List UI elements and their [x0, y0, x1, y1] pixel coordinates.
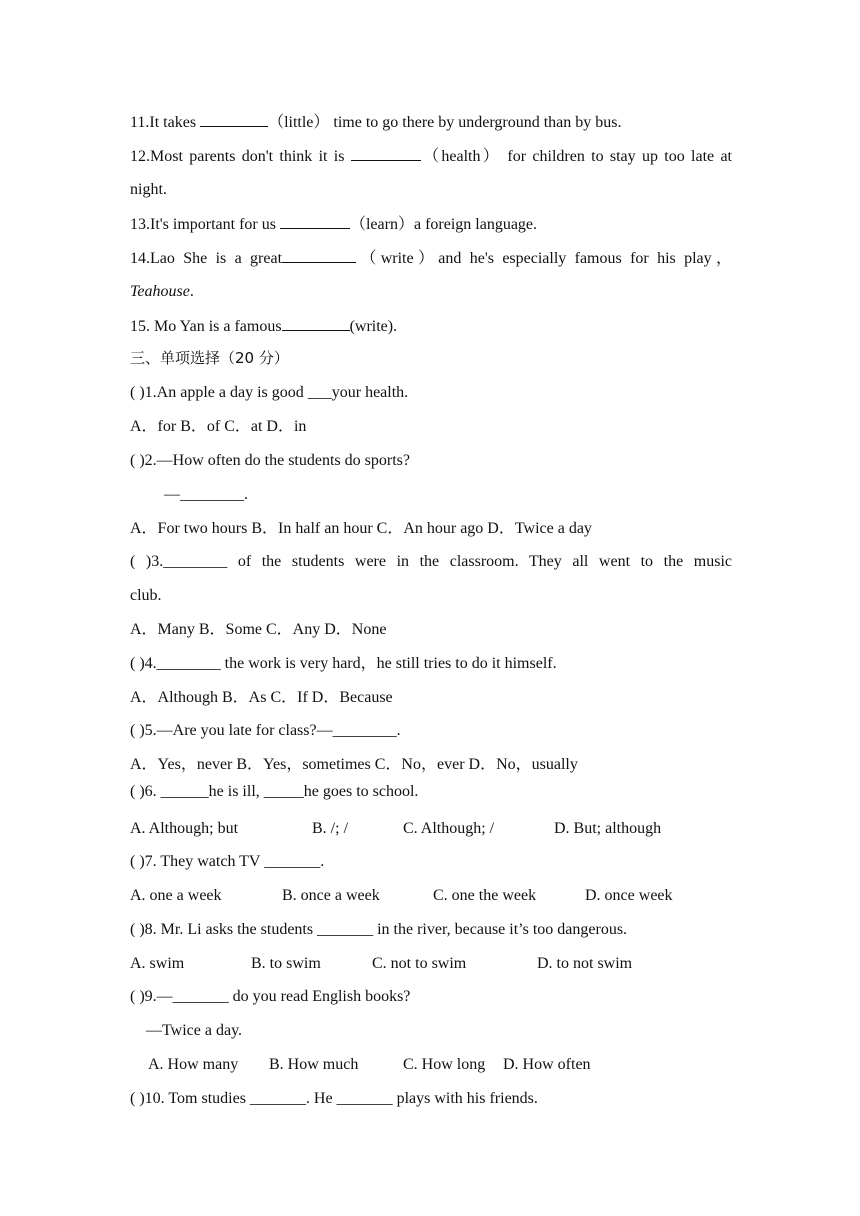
question-15	[130, 316, 397, 337]
mc-option-9d[interactable]: D. How often	[503, 1056, 591, 1073]
mc-option-6b[interactable]: B. /; /	[312, 820, 349, 837]
mc-question-6: ( )6. ______he is ill, _____he goes to school.	[130, 783, 419, 800]
answer-blank[interactable]	[200, 112, 268, 127]
answer-blank[interactable]	[280, 214, 350, 229]
question-text: （learn）a foreign language.	[349, 216, 538, 233]
mc-option-6d[interactable]: D. But; although	[554, 820, 662, 837]
mc-question-3-cont: club.	[130, 587, 162, 604]
question-14	[130, 248, 732, 269]
question-text: (write).	[349, 318, 398, 335]
question-11	[130, 112, 622, 133]
mc-option-7a[interactable]: A. one a week	[130, 887, 222, 904]
question-12	[130, 146, 732, 167]
play-title: Teahouse	[130, 283, 190, 300]
mc-options-4[interactable]: A．Although B．As C．If D．Because	[130, 689, 393, 706]
question-text: （little） time to go there by underground than by bus.	[268, 114, 622, 131]
answer-blank[interactable]	[282, 248, 356, 263]
mc-options-3[interactable]: A．Many B．Some C．Any D．None	[130, 621, 387, 638]
mc-question-9: ( )9.—_______ do you read English books?	[130, 988, 411, 1005]
mc-question-7: ( )7. They watch TV _______.	[130, 853, 325, 870]
mc-option-6c[interactable]: C. Although; /	[403, 820, 495, 837]
question-text: 12.Most parents don't think it is	[130, 148, 351, 165]
mc-option-7b[interactable]: B. once a week	[282, 887, 380, 904]
mc-question-5: ( )5.—Are you late for class?—________.	[130, 722, 401, 739]
question-text: 11.It takes	[130, 114, 201, 131]
mc-option-7c[interactable]: C. one the week	[433, 887, 537, 904]
question-text: .	[189, 283, 194, 300]
mc-option-8b[interactable]: B. to swim	[251, 955, 321, 972]
answer-blank[interactable]	[282, 316, 350, 331]
question-text: 13.It's important for us	[130, 216, 280, 233]
mc-answer-line-9: —Twice a day.	[146, 1022, 243, 1039]
mc-question-3: ( )3.________ of the students were in the classroom. They all went to the music	[130, 553, 732, 570]
mc-option-9c[interactable]: C. How long	[403, 1056, 486, 1073]
question-14-cont	[130, 282, 194, 302]
mc-question-4: ( )4.________ the work is very hard，he still tries to do it himself.	[130, 655, 557, 672]
mc-option-9a[interactable]: A. How many	[148, 1056, 239, 1073]
mc-answer-line-2: —________.	[164, 486, 248, 503]
question-text: （write）and he's especially famous for his play，	[356, 250, 733, 267]
mc-question-1: ( )1.An apple a day is good ___your health.	[130, 384, 409, 401]
question-text: （health） for children to stay up too late at	[420, 148, 732, 165]
mc-option-8d[interactable]: D. to not swim	[537, 955, 633, 972]
mc-options-5[interactable]: A．Yes，never B．Yes，sometimes C．No，ever D．No，usually	[130, 756, 578, 773]
mc-question-10: ( )10. Tom studies _______. He _______ plays with his friends.	[130, 1090, 538, 1107]
mc-question-2: ( )2.—How often do the students do sports?	[130, 452, 410, 469]
question-12-cont: night.	[130, 181, 167, 198]
question-13	[130, 214, 537, 235]
answer-blank[interactable]	[351, 146, 421, 161]
mc-question-8: ( )8. Mr. Li asks the students _______ in the river, because it’s too dangerous.	[130, 921, 628, 938]
mc-option-6a[interactable]: A. Although; but	[130, 820, 239, 837]
mc-options-2[interactable]: A．For two hours B．In half an hour C．An hour ago D．Twice a day	[130, 520, 592, 537]
question-text: 15. Mo Yan is a famous	[130, 318, 282, 335]
mc-option-9b[interactable]: B. How much	[269, 1056, 359, 1073]
mc-option-8a[interactable]: A. swim	[130, 955, 185, 972]
question-text: 14.Lao She is a great	[130, 250, 283, 267]
mc-option-7d[interactable]: D. once week	[585, 887, 673, 904]
section-title: 三、单项选择（20 分）	[130, 349, 289, 367]
mc-options-1[interactable]: A．for B．of C．at D．in	[130, 418, 307, 435]
mc-option-8c[interactable]: C. not to swim	[372, 955, 467, 972]
